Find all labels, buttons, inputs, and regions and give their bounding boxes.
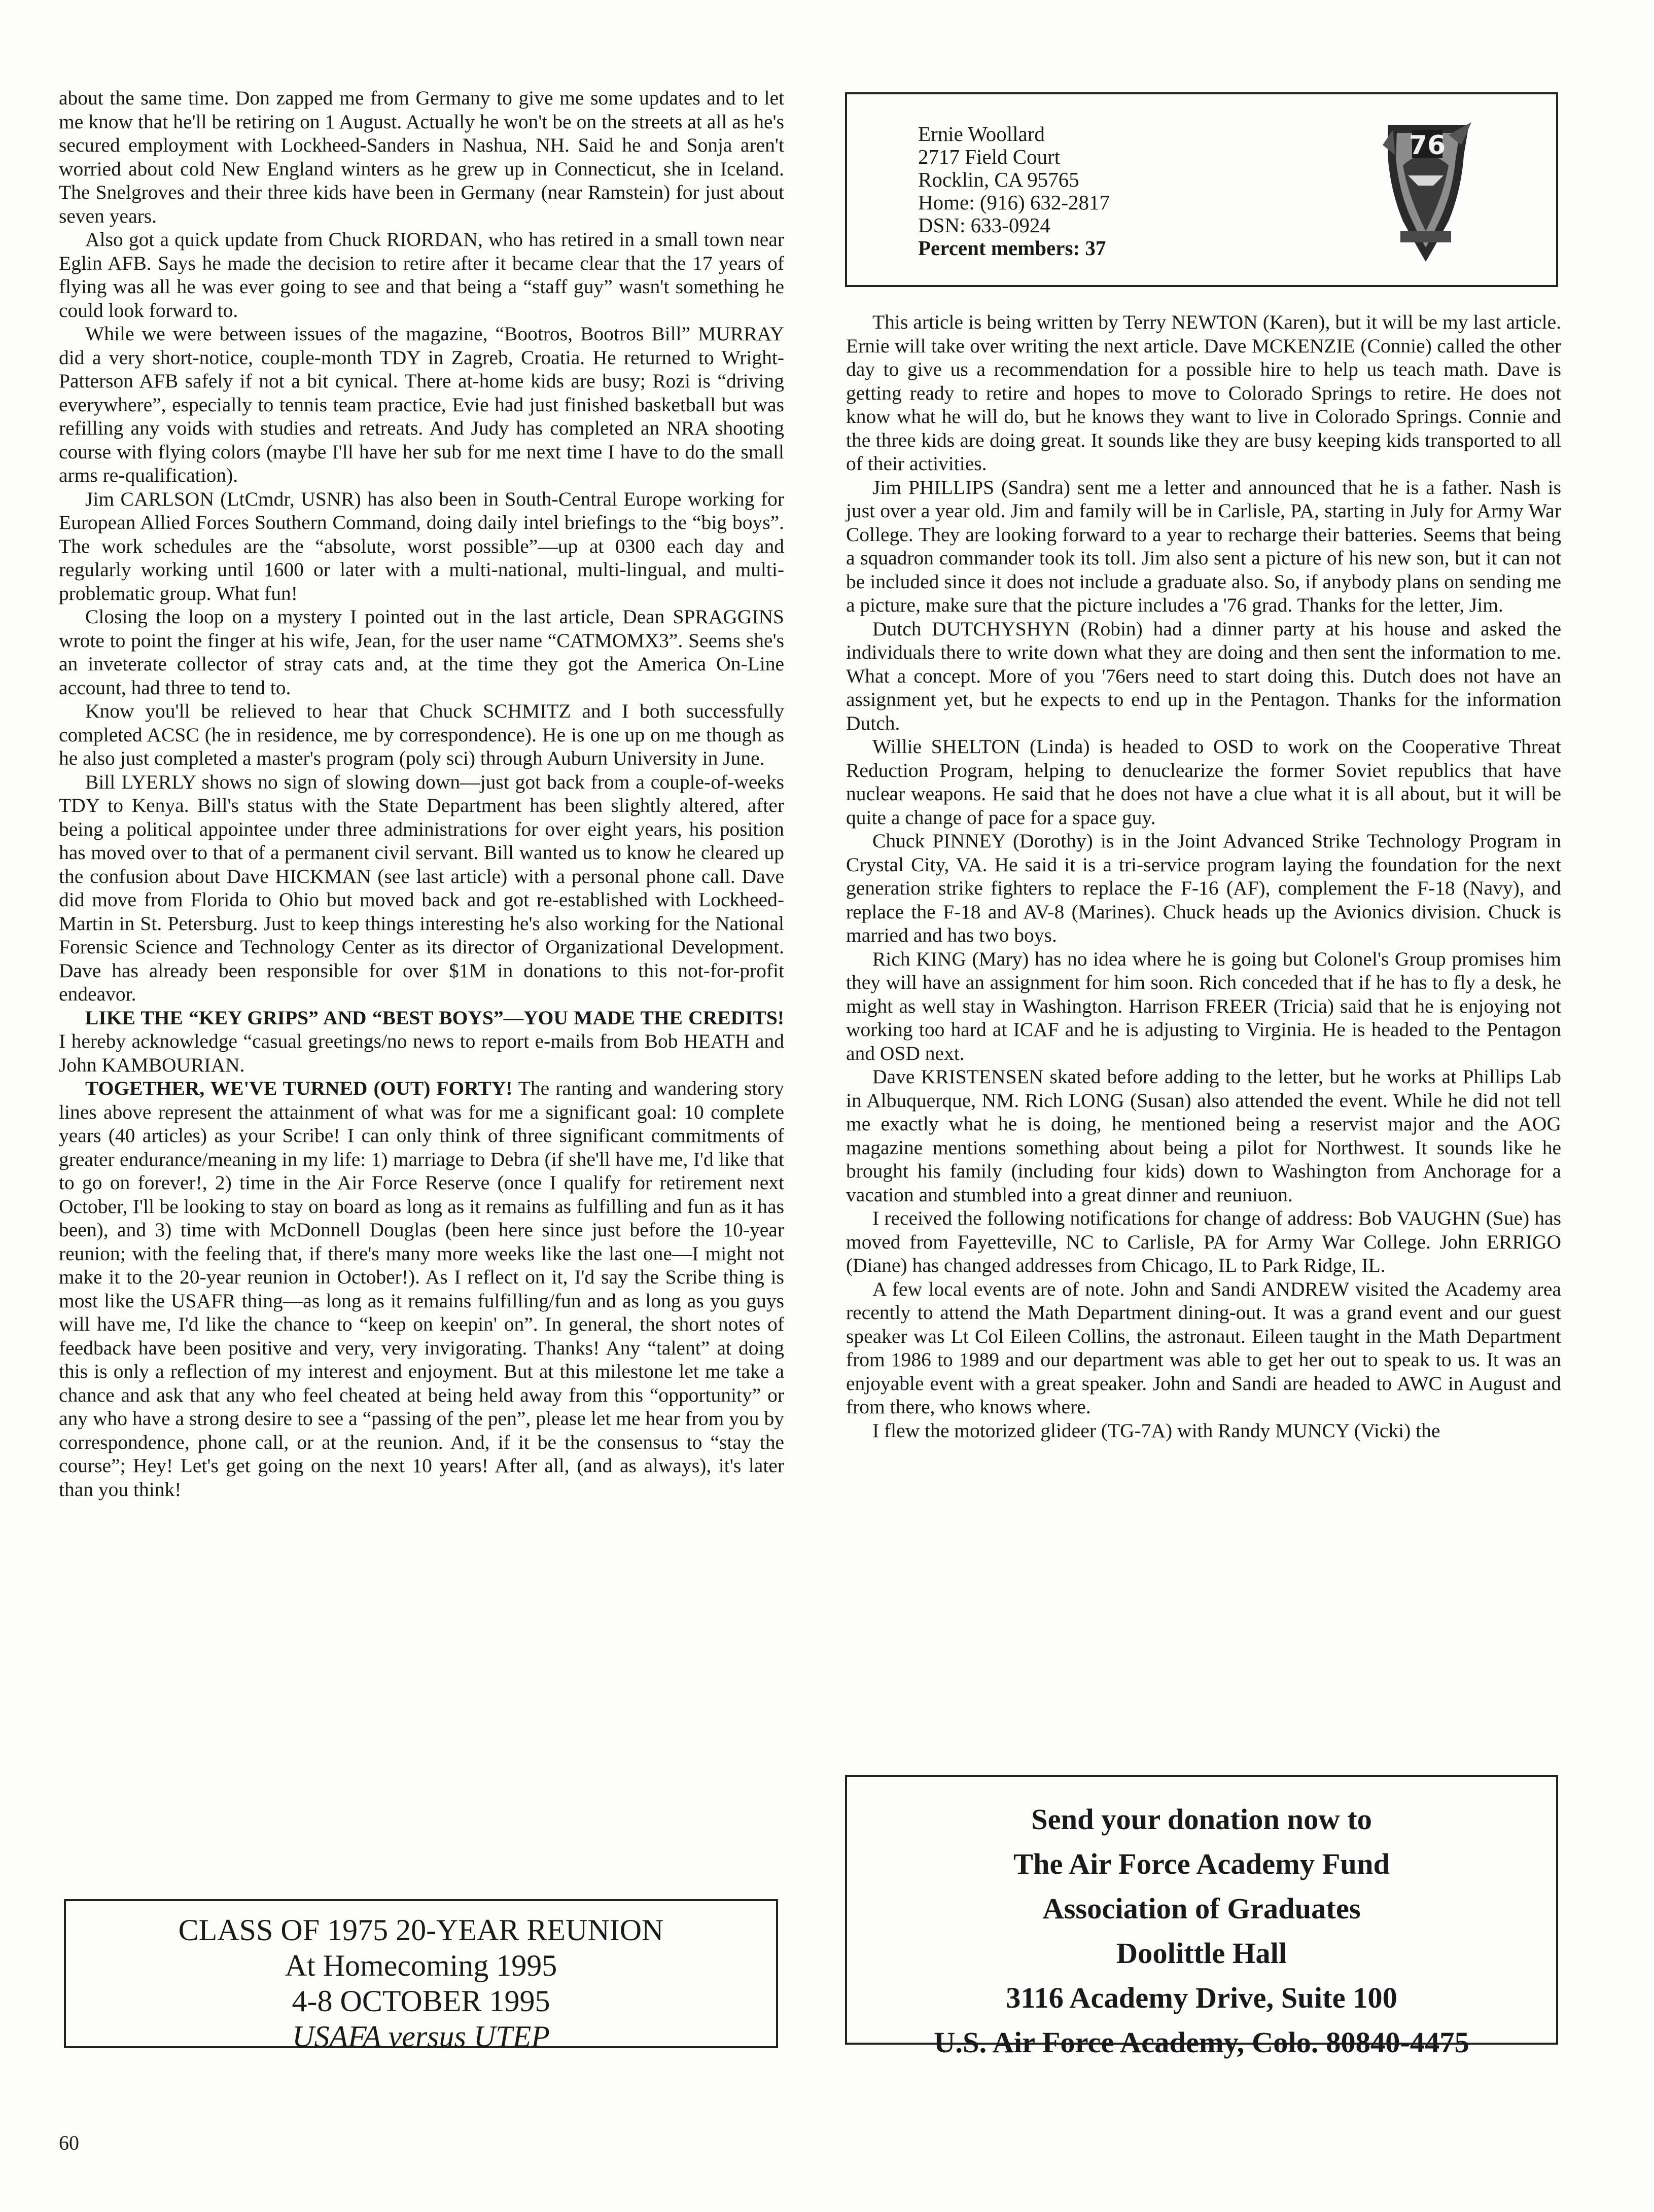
- donation-line: Doolittle Hall: [1116, 1937, 1287, 1970]
- class-crest-icon: [1373, 115, 1479, 267]
- donation-line: The Air Force Academy Fund: [1013, 1847, 1390, 1880]
- contact-home-phone: Home: (916) 632-2817: [918, 191, 1110, 214]
- credits-paragraph: [59, 1006, 784, 1077]
- page-number: 60: [59, 2131, 79, 2154]
- donation-line: U.S. Air Force Academy, Colo. 80840-4475: [934, 2026, 1469, 2059]
- reunion-box: [64, 1899, 778, 2053]
- forty-paragraph: [59, 1077, 784, 1501]
- right-paragraph: Dave KRISTENSEN skated before adding to the letter, but he works at Phillips Lab in Albuquerque, NM. Rich LONG (Susan) also attended the event. While he did not tell me exactly what he is doing, he mentioned being a reservist major and the AOG magazine mentions something about being a pilot for Northwest. It sounds like he brought his family (including four kids) down to Washington from Anchorage for a vacation and stumbled into a great dinner and reuniuon.: [846, 1065, 1561, 1206]
- left-paragraph: about the same time. Don zapped me from Germany to give me some updates and to let me know that he'll be retiring on 1 August. Actually he won't be on the streets at all as he's secured employment with Lockheed-Sanders in Nashua, NH. Said he and Sonja aren't worried about cold New England winters as he grew up in Connecticut, she in Iceland. The Snelgroves and their three kids have been in Germany (near Ramstein) for just about seven years.: [59, 87, 784, 227]
- left-paragraph: Also got a quick update from Chuck RIORDAN, who has retired in a small town near Eglin AFB. Says he made the decision to retire after it became clear that the 17 years of flying was all he was ever going to see and that being a “staff guy” wasn't something he could look forward to.: [59, 228, 784, 322]
- reunion-line: CLASS OF 1975 20-YEAR REUNION: [178, 1913, 664, 1947]
- credits-text: I hereby acknowledge “casual greetings/no news to report e-mails from Bob HEATH and John KAMBOURIAN.: [59, 1030, 784, 1076]
- forty-heading: TOGETHER, WE'VE TURNED (OUT) FORTY!: [85, 1077, 513, 1099]
- left-paragraph: Jim CARLSON (LtCmdr, USNR) has also been in South-Central Europe working for European Allied Forces Southern Command, doing daily intel briefings to the “big boys”. The work schedules are the “absolute, worst possible”—up at 0300 each day and regularly working until 1600 or later with a multi-national, multi-lingual, and multi-problematic group. What fun!: [59, 487, 784, 604]
- contact-name: Ernie Woollard: [918, 122, 1045, 146]
- right-paragraph: Rich KING (Mary) has no idea where he is going but Colonel's Group promises him they will have an assignment for him soon. Rich conceded that if he has to fly a desk, he might as well stay in Washington. Harrison FREER (Tricia) said that he is enjoying not working too hard at ICAF and he is adjusting to Virginia. He is headed to the Pentagon and OSD next.: [846, 947, 1561, 1064]
- contact-info: [918, 123, 1110, 260]
- right-paragraph: Chuck PINNEY (Dorothy) is in the Joint Advanced Strike Technology Program in Crystal City, VA. He said it is a tri-service program laying the foundation for the next generation strike fighters to replace the F-16 (AF), complement the F-18 (Navy), and replace the F-18 and AV-8 (Marines). Chuck heads up the Avionics division. Chuck is married and has two boys.: [846, 830, 1561, 946]
- right-paragraph: This article is being written by Terry NEWTON (Karen), but it will be my last article. Ernie will take over writing the next article. Dave MCKENZIE (Connie) called the other day to give us a recommendation for a possible hire to help us teach math. Dave is getting ready to retire and hopes to move to Colorado Springs to retire. He does not know what he will do, but he knows they want to live in Colorado Springs. Connie and the three kids are doing great. It sounds like they are busy keeping kids transported to all of their activities.: [846, 311, 1561, 475]
- left-paragraph: Closing the loop on a mystery I pointed out in the last article, Dean SPRAGGINS wrote to point the finger at his wife, Jean, for the user name “CATMOMX3”. Seems she's an inveterate collector of stray cats and, at the time they got the America On-Line account, had three to tend to.: [59, 605, 784, 699]
- left-column: [59, 86, 784, 1501]
- donation-line: Association of Graduates: [1042, 1892, 1361, 1925]
- right-paragraph: Jim PHILLIPS (Sandra) sent me a letter and announced that he is a father. Nash is just over a year old. Jim and family will be in Carlisle, PA, starting in July for Army War College. They are looking forward to a year to recharge their batteries. Seems that being a squadron commander took its toll. Jim also sent a picture of his new son, but it can not be included since it does not include a graduate also. So, if anybody plans on sending me a picture, make sure that the picture includes a '76 grad. Thanks for the letter, Jim.: [846, 476, 1561, 616]
- forty-text: The ranting and wandering story lines above represent the attainment of what was for me a significant goal: 10 complete years (40 articles) as your Scribe! I can only think of three significant commitments of greater endurance/meaning in my life: 1) marriage to Debra (if she'll have me, I'd like that to go on forever!, 2) time in the Air Force Reserve (once I qualify for retirement next October, I'll be looking to stay on board as long as it remains as fulfilling and fun as it has been), and 3) time with McDonnell Douglas (been here since just before the 10-year reunion; with the feeling that, if there's many more weeks like the last one—I might not make it to the 20-year reunion in October!). As I reflect on it, I'd say the Scribe thing is most like the USAFR thing—as long as it remains fulfilling/fun and as long as you guys will have me, I'd like the chance to “keep on keepin' on”. In general, the short notes of feedback have been positive and very, very invigorating. Thanks! Any “talent” at doing this is only a reflection of my interest and enjoyment. But at this milestone let me take a chance and ask that any who feel cheated at being held away from this “opportunity” or any who have a strong desire to see a “passing of the pen”, please let me hear from you by correspondence, phone call, or at the reunion. And, if it be the consensus to “stay the course”; Hey! Let's get going on the next 10 years! After all, (and as always), it's later than you think!: [59, 1077, 784, 1501]
- contact-street: 2717 Field Court: [918, 145, 1061, 168]
- left-paragraph: While we were between issues of the magazine, “Bootros, Bootros Bill” MURRAY did a very short-notice, couple-month TDY in Zagreb, Croatia. He returned to Wright-Patterson AFB safely if not a bit cynical. There at-home kids are busy; Rozi is “driving everywhere”, especially to tennis team practice, Evie had just finished basketball but was refilling any voids with studies and retreats. And Judy has completed an NRA shooting course with flying colors (maybe I'll have her sub for me next time I have to do the small arms re-qualification).: [59, 323, 784, 486]
- credits-heading: LIKE THE “KEY GRIPS” AND “BEST BOYS”—YOU MADE THE CREDITS!: [85, 1006, 784, 1029]
- contact-city: Rocklin, CA 95765: [918, 168, 1079, 191]
- reunion-line: At Homecoming 1995: [285, 1949, 557, 1982]
- right-paragraph: I received the following notifications for change of address: Bob VAUGHN (Sue) has moved from Fayetteville, NC to Carlisle, PA for Army War College. John ERRIGO (Diane) has changed addresses from Chicago, IL to Park Ridge, IL.: [846, 1207, 1561, 1276]
- left-paragraph: Know you'll be relieved to hear that Chuck SCHMITZ and I both successfully completed ACSC (he in residence, me by correspondence). He is one up on me though as he also just completed a master's program (poly sci) through Auburn University in June.: [59, 700, 784, 769]
- right-paragraph: I flew the motorized glideer (TG-7A) with Randy MUNCY (Vicki) the: [872, 1419, 1440, 1442]
- contact-box: [845, 92, 1558, 287]
- donation-box: [845, 1775, 1558, 2059]
- reunion-line: 4-8 OCTOBER 1995: [292, 1984, 550, 2018]
- contact-dsn: DSN: 633-0924: [918, 213, 1050, 237]
- donation-line: Send your donation now to: [1031, 1803, 1372, 1836]
- donation-line: 3116 Academy Drive, Suite 100: [1006, 1981, 1397, 2014]
- contact-percent-members: Percent members: 37: [918, 236, 1106, 260]
- svg-text:76: 76: [1409, 130, 1446, 161]
- right-paragraph: A few local events are of note. John and Sandi ANDREW visited the Academy area recently to attend the Math Department dining-out. It was a grand event and our guest speaker was Lt Col Eileen Collins, the astronaut. Eileen taught in the Math Department from 1986 to 1989 and our department was able to get her out to speak to us. It was an enjoyable event with a great speaker. John and Sandi are headed to AWC in August and from there, who knows where.: [846, 1277, 1561, 1418]
- right-paragraph: Dutch DUTCHYSHYN (Robin) had a dinner party at his house and asked the individuals there to write down what they are doing and then sent the information to me. What a concept. More of you '76ers need to start doing this. Dutch does not have an assignment yet, but he expects to end up in the Pentagon. Thanks for the information Dutch.: [846, 617, 1561, 734]
- left-paragraph: Bill LYERLY shows no sign of slowing down—just got back from a couple-of-weeks TDY to Kenya. Bill's status with the State Department has been slightly altered, after being a political appointee under three administrations for over eight years, his position has moved over to that of a permanent civil servant. Bill wanted us to know he cleared up the confusion about Dave HICKMAN (see last article) with a personal phone call. Dave did move from Florida to Ohio but moved back and got re-established with Lockheed-Martin in St. Petersburg. Just to keep things interesting he's also working for the National Forensic Science and Technology Center as its director of Organizational Development. Dave has already been responsible for over $1M in donations to this not-for-profit endeavor.: [59, 770, 784, 1005]
- right-paragraph: Willie SHELTON (Linda) is headed to OSD to work on the Cooperative Threat Reduction Program, helping to denuclearize the former Soviet republics that have nuclear weapons. He said that he does not have a clue what it is all about, but it will be quite a change of pace for a space guy.: [846, 735, 1561, 829]
- reunion-line-italic: USAFA versus UTEP: [292, 2020, 550, 2053]
- right-column: [846, 310, 1561, 1442]
